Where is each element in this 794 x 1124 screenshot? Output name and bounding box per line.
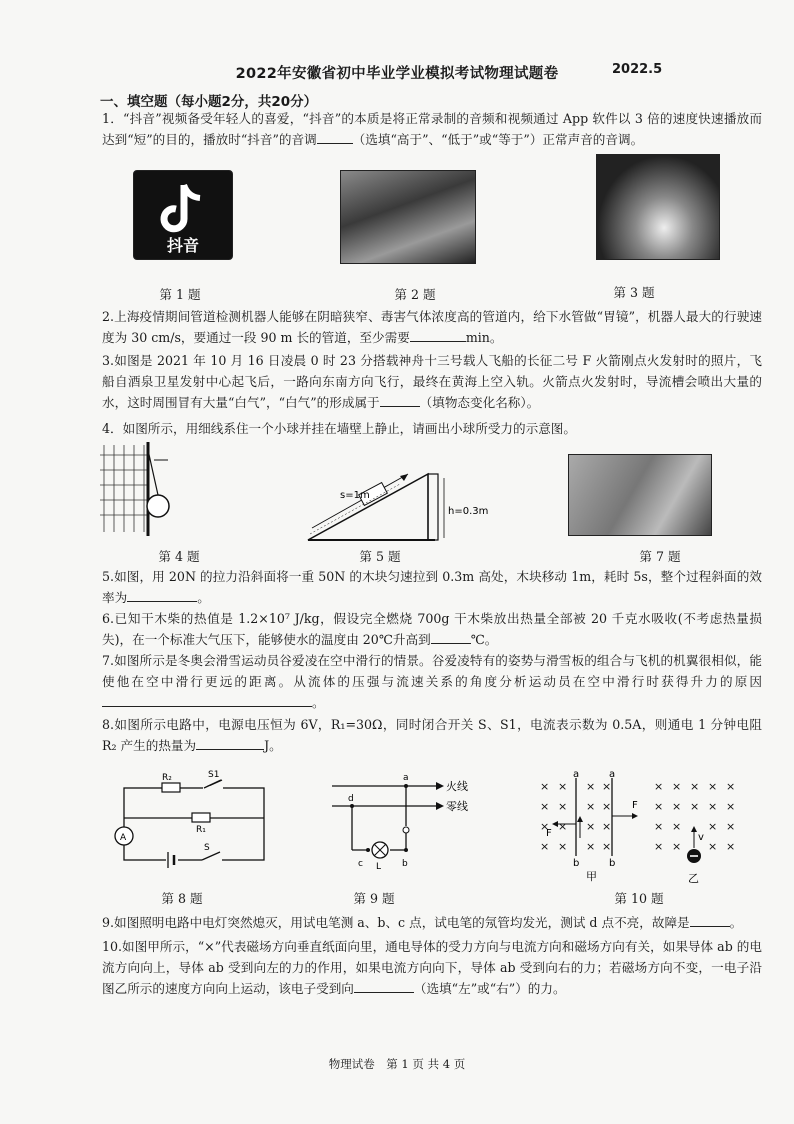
- answer-blank-3: [380, 394, 420, 407]
- fig9-neutral-wire-label: 零线: [446, 800, 468, 813]
- pipe-robot-photo: [340, 170, 476, 264]
- answer-blank-10: [354, 980, 414, 993]
- figure-caption-8: 第 8 题: [161, 891, 203, 906]
- svg-text:×: ×: [558, 840, 568, 853]
- answer-blank-7: [102, 694, 312, 707]
- question-3-text: 3.如图是 2021 年 10 月 16 日凌晨 0 时 23 分搭载神舟十三号载人飞船的长征二号 F 火箭刚点火发射时的照片，飞船自酒泉卫星发射中心起飞后，一路向东南方向飞行，最终在黄海上空入轨。火箭点火发射时，导流槽会喷出大量的水，这时周围冒有大量“白气”，“白气”的形成属于: [102, 353, 762, 410]
- question-1-text: 1．“抖音”视频备受年轻人的喜爱，“抖音”的本质是将正常录制的音频和视频通过 App 软件以 3 倍的速度快速播放而达到“短”的目的，播放时“抖音”的音调: [102, 111, 762, 147]
- fig8-s1-label: S1: [208, 770, 220, 780]
- fig10-jia-label: 甲: [586, 870, 597, 883]
- svg-text:×: ×: [672, 780, 682, 793]
- svg-text:×: ×: [708, 840, 718, 853]
- answer-blank-2: [410, 329, 466, 342]
- question-6-text: 6.已知干木柴的热值是 1.2×10⁷ J/kg，假设完全燃烧 700g 干木柴放出热量全部被 20 千克水吸收(不考虑热量损失)，在一个标准大气压下，能够使水的温度由 20℃升高到: [102, 611, 762, 647]
- svg-text:×: ×: [602, 800, 612, 813]
- question-7-text: 7.如图所示是冬奥会滑雪运动员谷爱凌在空中滑行的情景。谷爱凌特有的姿势与滑雪板的组合与飞机的机翼很相似，能使他在空中滑行更远的距离。从流体的压强与流速关系的角度分析运动员在空中滑行时获得升力的原因: [102, 653, 762, 689]
- svg-text:×: ×: [654, 800, 664, 813]
- question-4-text: 4．如图所示，用细线系住一个小球并挂在墙壁上静止，请画出小球所受力的示意图。: [102, 421, 576, 436]
- svg-text:×: ×: [586, 800, 596, 813]
- question-8: [102, 714, 762, 756]
- figure-caption-7: 第 7 题: [639, 549, 681, 564]
- answer-blank-6: [431, 631, 471, 644]
- figure-caption-4: 第 4 题: [158, 549, 200, 564]
- fig9-point-d: d: [348, 794, 354, 804]
- fig10-point-b-right: b: [609, 858, 616, 869]
- question-6: [102, 608, 762, 650]
- svg-text:×: ×: [602, 840, 612, 853]
- svg-text:×: ×: [558, 820, 568, 833]
- question-2-text-end: min。: [465, 330, 503, 345]
- svg-text:×: ×: [558, 800, 568, 813]
- fig10-point-a-right: a: [609, 769, 616, 780]
- answer-blank-1: [317, 131, 353, 144]
- svg-text:×: ×: [540, 800, 550, 813]
- figure-4-wall-ball: [100, 440, 210, 540]
- fig10-yi-label: 乙: [688, 872, 699, 885]
- question-7: [102, 650, 762, 713]
- figure-caption-1: 第 1 题: [159, 287, 201, 302]
- svg-text:×: ×: [708, 820, 718, 833]
- fig8-r1-label: R₁: [196, 825, 206, 835]
- svg-text:×: ×: [672, 800, 682, 813]
- douyin-logo-image: [133, 170, 233, 260]
- question-9-text: 9.如图照明电路中电灯突然熄灭，用试电笔测 a、b、c 点，试电笔的氖管均发光，测试 d 点不亮，故障是: [102, 915, 690, 930]
- svg-text:×: ×: [586, 840, 596, 853]
- svg-text:×: ×: [690, 800, 700, 813]
- question-2: [102, 306, 762, 348]
- fig9-live-wire-label: 火线: [446, 780, 468, 793]
- question-3: [102, 350, 762, 413]
- fig10-force-left: F: [546, 828, 552, 839]
- fig8-s-label: S: [204, 843, 210, 853]
- rocket-launch-photo: [596, 154, 720, 260]
- question-1-text-end: （选填“高于”、“低于”或“等于”）正常声音的音调。: [352, 132, 644, 147]
- fig8-r2-label: R₂: [162, 773, 172, 783]
- svg-text:×: ×: [558, 780, 568, 793]
- svg-text:×: ×: [540, 780, 550, 793]
- fig10-point-a-left: a: [573, 769, 580, 780]
- question-5: [102, 566, 762, 608]
- figure-caption-10: 第 10 题: [614, 891, 664, 906]
- question-6-text-end: ℃。: [470, 632, 498, 647]
- figure-caption-9: 第 9 题: [353, 891, 395, 906]
- svg-text:×: ×: [654, 840, 664, 853]
- question-10-text-end: （选填“左”或“右”）的力。: [413, 981, 566, 996]
- svg-text:×: ×: [602, 820, 612, 833]
- question-7-text-end: 。: [312, 695, 325, 710]
- figure-caption-2: 第 2 题: [394, 287, 436, 302]
- question-9: [102, 912, 762, 933]
- skier-photo: [568, 454, 712, 536]
- svg-text:×: ×: [726, 820, 736, 833]
- figure-8-circuit: [104, 770, 276, 870]
- figure-caption-3: 第 3 题: [613, 285, 655, 300]
- fig9-point-b: b: [402, 859, 408, 869]
- svg-text:×: ×: [708, 780, 718, 793]
- figure-9-lighting-circuit: [318, 770, 488, 870]
- exam-title: 2022年安徽省初中毕业学业模拟考试物理试题卷: [235, 66, 559, 82]
- svg-text:×: ×: [690, 780, 700, 793]
- question-10-text: 10.如图甲所示，“×”代表磁场方向垂直纸面向里，通电导体的受力方向与电流方向和磁场方向有关，如果导体 ab 的电流方向向上，导体 ab 受到向左的力的作用，如果电流方向向下，导体 ab 受到向右的力；若磁场方向不变，一电子沿图乙所示的速度方向向上运动，该电子受到向: [102, 939, 762, 996]
- svg-text:×: ×: [540, 840, 550, 853]
- question-8-text: 8.如图所示电路中，电源电压恒为 6V，R₁=30Ω，同时闭合开关 S、S1，电流表示数为 0.5A，则通电 1 分钟电阻 R₂ 产生的热量为: [102, 717, 762, 753]
- svg-text:×: ×: [672, 820, 682, 833]
- svg-text:×: ×: [672, 840, 682, 853]
- question-3-text-end: （填物态变化名称）。: [419, 395, 540, 410]
- fig5-s-label: s=1m: [340, 490, 370, 501]
- figure-10-magnetic-field: [536, 768, 756, 888]
- svg-text:×: ×: [708, 800, 718, 813]
- fig10-point-b-left: b: [573, 858, 580, 869]
- svg-text:×: ×: [726, 840, 736, 853]
- answer-blank-8: [196, 737, 264, 750]
- fig8-ammeter-label: A: [120, 833, 127, 843]
- question-1: [102, 108, 762, 150]
- svg-text:×: ×: [726, 800, 736, 813]
- svg-text:×: ×: [540, 820, 550, 833]
- question-2-text: 2.上海疫情期间管道检测机器人能够在阴暗狭窄、毒害气体浓度高的管道内，给下水管做“胃镜”，机器人最大的行驶速度为 30 cm/s，要通过一段 90 m 长的管道，至少需要: [102, 309, 762, 345]
- page-footer: 物理试卷 第 1 页 共 4 页: [328, 1057, 466, 1071]
- svg-text:×: ×: [654, 780, 664, 793]
- fig9-lamp-label: L: [376, 862, 382, 872]
- answer-blank-5: [127, 589, 197, 602]
- svg-text:×: ×: [586, 780, 596, 793]
- exam-date: 2022.5: [612, 62, 663, 77]
- question-10: [102, 936, 762, 999]
- answer-blank-9: [690, 914, 730, 927]
- fig10-velocity-label: v: [698, 832, 704, 843]
- figure-caption-5: 第 5 题: [359, 549, 401, 564]
- svg-text:×: ×: [586, 820, 596, 833]
- svg-text:×: ×: [726, 780, 736, 793]
- question-5-text-end: 。: [197, 590, 210, 605]
- question-9-text-end: 。: [729, 915, 743, 930]
- question-5-text: 5.如图，用 20N 的拉力沿斜面将一重 50N 的木块匀速拉到 0.3m 高处，木块移动 1m，耗时 5s，整个过程斜面的效率为: [102, 569, 762, 605]
- svg-text:×: ×: [602, 780, 612, 793]
- figure-5-inclined-plane: [300, 456, 500, 548]
- douyin-logo-text: 抖音: [166, 236, 199, 255]
- svg-text:×: ×: [654, 820, 664, 833]
- section-title: 一、填空题（每小题2分，共20分）: [100, 94, 318, 110]
- fig9-point-a: a: [403, 773, 409, 783]
- question-4: [102, 418, 762, 439]
- fig10-force-right: F: [632, 800, 638, 811]
- question-8-text-end: J。: [264, 738, 282, 753]
- fig9-point-c: c: [358, 859, 363, 869]
- fig5-h-label: h=0.3m: [448, 506, 489, 517]
